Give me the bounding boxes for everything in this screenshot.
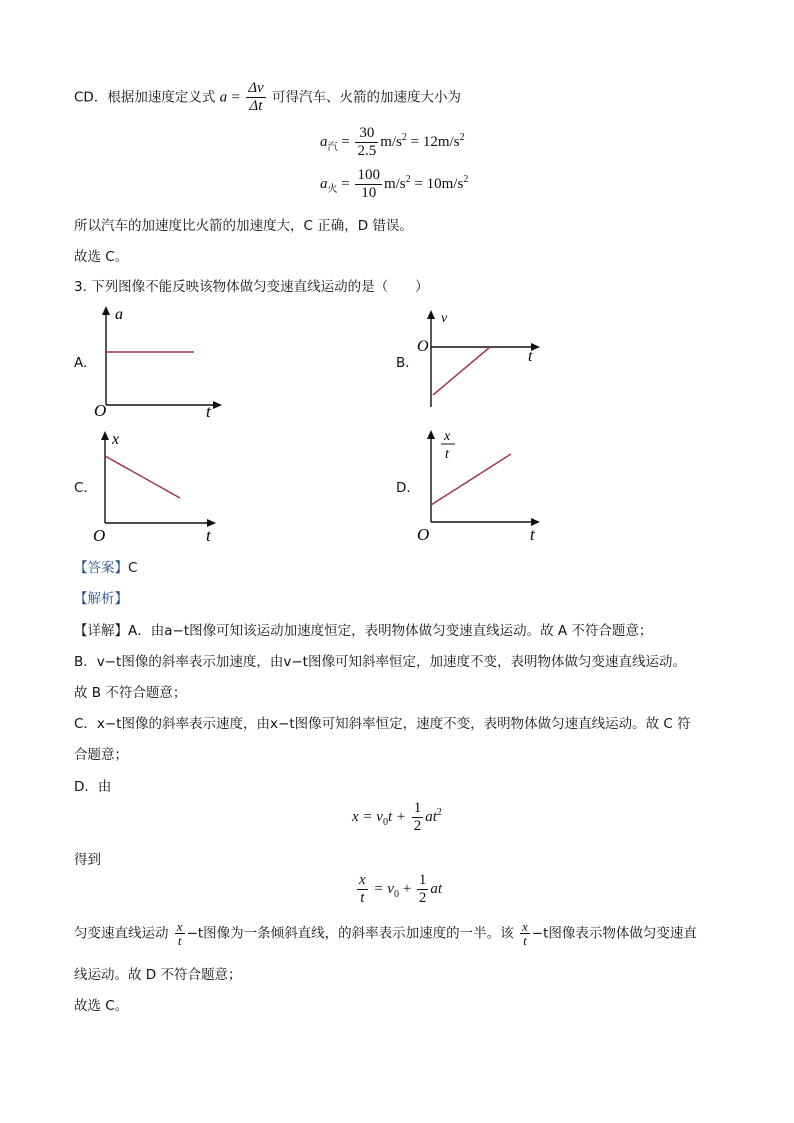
xt1-num: x — [176, 919, 183, 934]
rocket-accel-equation: $a_火$ = $\frac{100}{10}$ $m/s^2 = 10m/s^2$ — [320, 167, 469, 201]
graph-a-x-arrow — [213, 401, 222, 409]
graph-a — [88, 303, 228, 423]
option-d-label: D. — [396, 480, 411, 496]
graph-d-y-arrow — [427, 430, 435, 439]
answer-line — [74, 556, 137, 576]
rocket-accel-symbol: a — [320, 175, 328, 192]
explanation-e-pre: 匀变速直线运动 — [74, 925, 169, 942]
car-den: 2.5 — [357, 143, 377, 159]
cd-intro-suffix: 可得汽车、火箭的加速度大小为 — [271, 89, 461, 106]
explanation-a-text: A．由a−t图像可知该运动加速度恒定，表明物体做匀变速直线运动。故 A 不符合题意； — [128, 623, 653, 639]
graph-b — [410, 307, 550, 417]
rocket-den: 10 — [355, 184, 382, 202]
graph-b-ylabel: v — [441, 311, 448, 326]
xt1-den: t — [175, 933, 185, 947]
rocket-unit: m/s — [383, 175, 406, 192]
eq1-lhs: x = v — [352, 808, 383, 825]
graph-c-y-arrow — [101, 431, 109, 440]
xt2-den: t — [520, 933, 530, 947]
graph-a-y-arrow — [102, 306, 110, 315]
eq1-den: 2 — [413, 818, 422, 834]
eq1-sup: 2 — [436, 806, 442, 818]
car-unit: m/s — [380, 133, 402, 150]
explanation-c2: 合题意； — [74, 747, 128, 763]
eq2-den: t — [357, 889, 368, 907]
graph-d-line — [431, 454, 511, 505]
cd-intro-line — [74, 80, 461, 115]
explanation-e-post: −t图像表示物体做匀变速直 — [531, 925, 697, 942]
eq1-sub: 0 — [382, 816, 388, 828]
x-over-t-fraction-1 — [175, 920, 185, 947]
option-b-label: B. — [396, 355, 410, 371]
car-num: 30 — [359, 125, 375, 141]
graph-a-xlabel: t — [206, 402, 211, 421]
graph-a-ylabel: a — [115, 306, 123, 323]
xt2-num: x — [521, 919, 528, 934]
final-choice: 故选 C。 — [74, 998, 129, 1014]
formula-lhs: a — [219, 89, 228, 106]
question-3-stem: 3. 下列图像不能反映该物体做匀变速直线运动的是（ ） — [74, 279, 429, 295]
graph-d-origin: O — [417, 525, 430, 544]
car-result: 12m/s — [422, 133, 460, 150]
graph-d — [410, 425, 550, 549]
graph-d-ylabel-num: x — [444, 429, 451, 444]
graph-c-xlabel: t — [206, 526, 211, 545]
formula-eq: = — [231, 89, 240, 106]
equation-1 — [352, 800, 442, 835]
rocket-result: 10m/s — [426, 175, 464, 192]
graph-d-xlabel: t — [530, 525, 535, 544]
formula-den: Δt — [246, 97, 265, 115]
formula-num: Δv — [248, 80, 264, 96]
rocket-num: 100 — [357, 167, 380, 183]
explanation-d: D．由 — [74, 779, 112, 795]
analysis-tag: 【解析】 — [74, 591, 128, 607]
eq1-t: t + — [387, 808, 406, 825]
car-accel-equation: $a_汽$ = $\frac{30}{2.5}$ $m/s^2 = 12m/s^2$ — [320, 125, 465, 159]
eq2-lhs-fraction — [357, 872, 368, 907]
eq1-num: 1 — [413, 800, 422, 816]
car-fraction — [355, 125, 378, 160]
rocket-fraction — [355, 167, 382, 202]
equation-2 — [355, 872, 442, 907]
rocket-result-exp: 2 — [463, 173, 469, 185]
eq2-fden: 2 — [418, 890, 427, 906]
graph-c-ylabel: x — [112, 431, 120, 448]
explanation-e2: 线运动。故 D 不符合题意； — [74, 967, 242, 983]
graph-b-origin: O — [417, 338, 429, 355]
option-a-label: A. — [74, 355, 88, 371]
graph-c — [88, 428, 228, 548]
eq2-num: x — [359, 872, 366, 888]
eq2-fnum: 1 — [418, 872, 427, 888]
detail-tag: 【详解】 — [74, 623, 128, 639]
explanation-e1 — [74, 920, 697, 947]
x-over-t-fraction-2 — [520, 920, 530, 947]
explanation-b1: B．v−t图像的斜率表示加速度，由v−t图像可知斜率恒定，加速度不变，表明物体做匀变速直线运动。 — [74, 654, 686, 670]
explanation-b2: 故 B 不符合题意； — [74, 685, 187, 701]
car-accel-subscript: 汽 — [327, 141, 338, 153]
car-accel-symbol: a — [320, 133, 328, 150]
graph-c-line — [105, 456, 180, 498]
cd-intro-prefix: CD．根据加速度定义式 — [74, 89, 216, 106]
option-c-label: C. — [74, 480, 88, 496]
eq2-plus: + — [402, 880, 412, 897]
eq2-mid: = v — [373, 880, 394, 897]
explanation-c1: C．x−t图像的斜率表示速度，由x−t图像可知斜率恒定，速度不变，表明物体做匀速直线运动。故 C 符 — [74, 716, 691, 732]
eq1-tail: at — [425, 808, 437, 825]
accel-definition-fraction — [246, 80, 265, 115]
car-result-exp: 2 — [459, 131, 465, 143]
eq2-tail: at — [430, 880, 443, 897]
answer-tag: 【答案】 — [74, 560, 128, 576]
eq1-fraction — [412, 800, 424, 835]
answer-value: C — [128, 560, 138, 576]
rocket-unit-exp: 2 — [405, 173, 411, 185]
graph-d-ylabel-den: t — [445, 447, 449, 462]
rocket-accel-subscript: 火 — [327, 183, 338, 195]
car-unit-exp: 2 — [401, 131, 407, 143]
eq2-fraction — [417, 872, 429, 907]
explanation-a — [74, 619, 652, 639]
graph-c-origin: O — [93, 526, 106, 545]
got-text: 得到 — [74, 852, 101, 868]
eq2-sub: 0 — [393, 888, 399, 900]
explanation-e-mid: −t图像为一条倾斜直线，的斜率表示加速度的一半。该 — [186, 925, 514, 942]
graph-a-origin: O — [94, 401, 107, 420]
graph-b-line — [433, 347, 490, 395]
graph-b-xlabel: t — [528, 348, 533, 365]
graph-b-y-arrow — [427, 310, 435, 319]
cd-conclusion: 所以汽车的加速度比火箭的加速度大，C 正确，D 错误。 — [74, 218, 413, 234]
cd-choice: 故选 C。 — [74, 249, 129, 265]
